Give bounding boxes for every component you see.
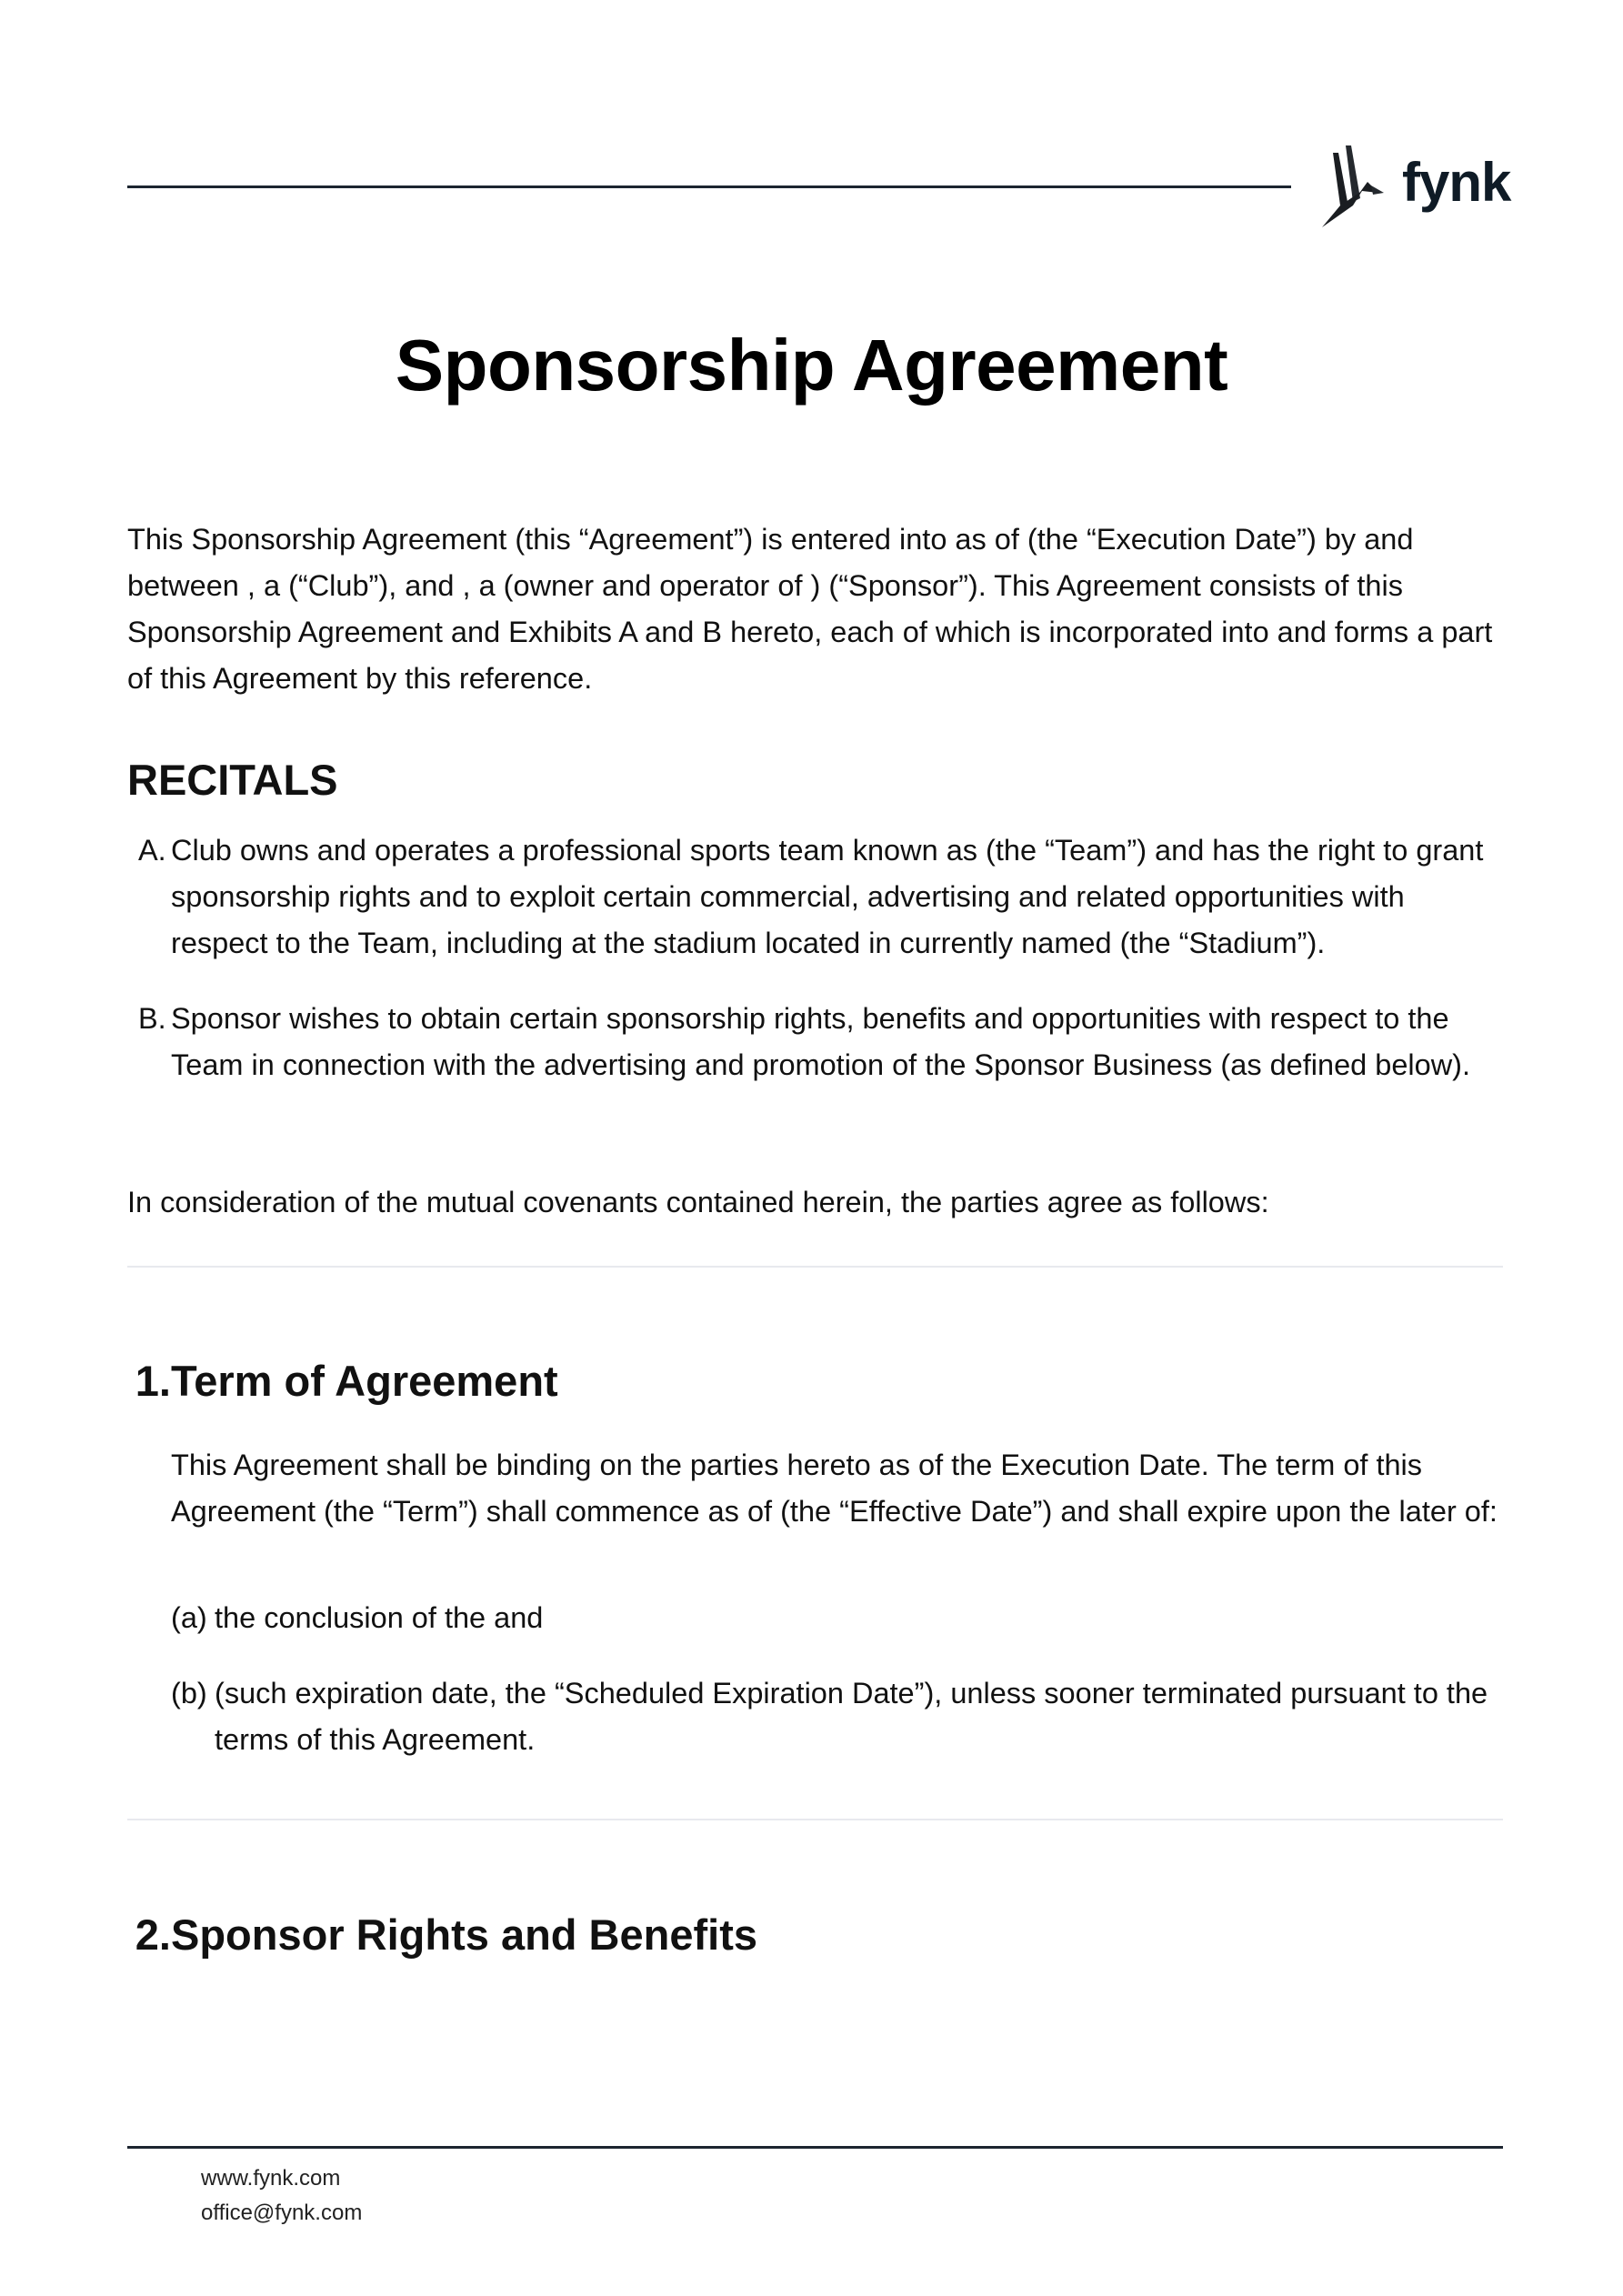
document-body bbox=[127, 516, 1509, 1959]
recital-marker: B. bbox=[138, 1002, 166, 1035]
section-title: Sponsor Rights and Benefits bbox=[171, 1910, 757, 1959]
document-title: Sponsorship Agreement bbox=[395, 325, 1228, 406]
section-divider bbox=[127, 1266, 1503, 1268]
footer-email-link[interactable]: office@fynk.com bbox=[201, 2201, 363, 2225]
section-number: 1. bbox=[135, 1357, 171, 1405]
recital-text: Sponsor wishes to obtain certain sponsorship rights, benefits and opportunities with respect to the Team in connection with the advertising and promotion of the Sponsor Business (as defined below). bbox=[171, 1002, 1471, 1081]
fynk-logo bbox=[1320, 145, 1510, 227]
footer-website-link[interactable]: www.fynk.com bbox=[201, 2166, 341, 2191]
recital-text: Club owns and operates a professional sports team known as (the “Team”) and has the right to grant sponsorship rights and to exploit certain commercial, advertising and related opportunities with respect to the Team, including at the stadium located in currently named (the “Stadium”). bbox=[171, 834, 1484, 959]
term-item-marker: (b) bbox=[171, 1677, 207, 1709]
section-title: Term of Agreement bbox=[171, 1357, 558, 1405]
term-item bbox=[171, 1595, 1498, 1641]
term-item bbox=[171, 1670, 1498, 1763]
section-number: 2. bbox=[135, 1910, 171, 1959]
logo-wordmark: fynk bbox=[1402, 152, 1511, 213]
recitals-heading: RECITALS bbox=[127, 756, 338, 804]
header-rule bbox=[127, 185, 1291, 188]
recital-item bbox=[127, 996, 1509, 1088]
term-item-marker: (a) bbox=[171, 1601, 207, 1634]
term-item-text: (such expiration date, the “Scheduled Expiration Date”), unless sooner terminated pursuant to the terms of this Agreement. bbox=[215, 1677, 1488, 1756]
section-heading-term bbox=[127, 1357, 558, 1405]
intro-paragraph: This Sponsorship Agreement (this “Agreement”) is entered into as of (the “Execution Date”) by and between , a (“Club”), and , a (owner and operator of ) (“Sponsor”). This Agreement consists of this Sponsorship Agreement and Exhibits A and B hereto, each of which is incorporated into and forms a part of this Agreement by this reference. bbox=[127, 523, 1493, 695]
section-body: This Agreement shall be binding on the parties hereto as of the Execution Date. The term of this Agreement (the “Term”) shall commence as of (the “Effective Date”) and shall expire upon the later of: bbox=[171, 1449, 1498, 1528]
consideration-paragraph: In consideration of the mutual covenants contained herein, the parties agree as follows: bbox=[127, 1186, 1269, 1218]
section-divider bbox=[127, 1819, 1503, 1820]
footer-rule bbox=[127, 2146, 1503, 2149]
origami-bird-icon bbox=[1320, 145, 1389, 227]
term-item-text: the conclusion of the and bbox=[215, 1601, 544, 1634]
recital-item bbox=[127, 827, 1509, 967]
section-heading-sponsor-rights bbox=[120, 1910, 757, 1959]
recital-marker: A. bbox=[138, 834, 166, 867]
